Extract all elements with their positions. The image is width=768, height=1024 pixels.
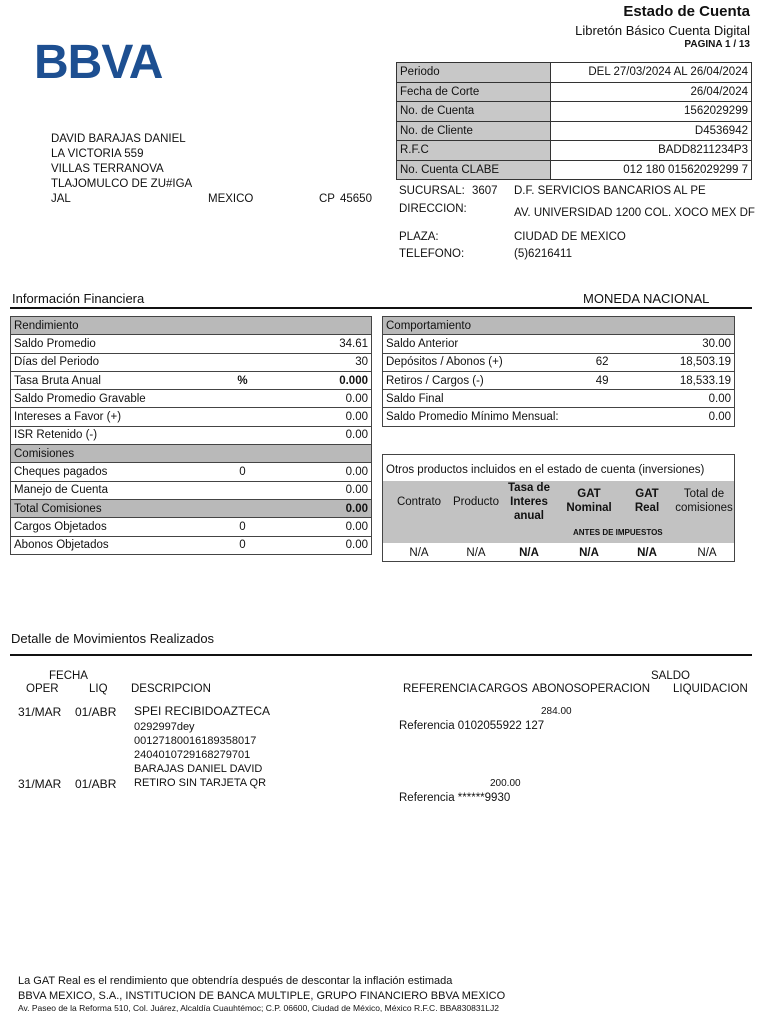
info-row: R.F.C BADD8211234P3: [397, 141, 752, 161]
movements-title: Detalle de Movimientos Realizados: [11, 631, 215, 646]
info-row: No. Cuenta CLABE 012 180 01562029299 7: [397, 160, 752, 180]
col-liquidacion: LIQUIDACION: [673, 683, 748, 695]
table-row: Cheques pagados 0 0.00: [11, 463, 372, 481]
table-row: Depósitos / Abonos (+) 62 18,503.19: [383, 353, 735, 371]
otros-productos-values: N/A N/A N/A N/A N/A N/A: [409, 547, 717, 559]
mov-detail-line: BARAJAS DANIEL DAVID: [134, 763, 263, 775]
section-divider: [10, 307, 752, 309]
section-divider: [10, 654, 752, 656]
mov-description: SPEI RECIBIDOAZTECA: [134, 704, 271, 718]
customer-name: DAVID BARAJAS DANIEL: [51, 133, 186, 145]
customer-state: JAL: [51, 193, 71, 205]
col-operacion: OPERACION: [581, 683, 651, 695]
info-row: Fecha de Corte 26/04/2024: [397, 82, 752, 102]
footer-bank-name: BBVA MEXICO, S.A., INSTITUCION DE BANCA MULTIPLE, GRUPO FINANCIERO BBVA MEXICO: [18, 990, 506, 1002]
comportamiento-header: Comportamiento: [383, 317, 735, 335]
table-row: ISR Retenido (-) 0.00: [11, 426, 372, 444]
customer-address-line3: TLAJOMULCO DE ZU#IGA: [51, 178, 193, 190]
sucursal-label: SUCURSAL:: [399, 185, 465, 197]
col-saldo: SALDO: [651, 670, 690, 682]
telefono-label: TELEFONO:: [399, 248, 465, 260]
mov-detail-line: 00127180016189358017: [134, 735, 257, 747]
col-cargos: CARGOS: [478, 683, 528, 695]
bbva-logo: [34, 36, 174, 82]
table-row: Manejo de Cuenta 0.00: [11, 481, 372, 499]
mov-oper-date: 31/MAR: [18, 705, 62, 719]
mov-amount: 284.00: [541, 706, 572, 717]
customer-country: MEXICO: [208, 193, 254, 205]
comisiones-header: Comisiones: [11, 445, 372, 463]
footer-gat-note: La GAT Real es el rendimiento que obtendría después de descontar la inflación estimada: [18, 975, 453, 987]
currency-label: MONEDA NACIONAL: [583, 291, 710, 306]
customer-address-line1: LA VICTORIA 559: [51, 148, 144, 160]
table-row: Retiros / Cargos (-) 49 18,533.19: [383, 371, 735, 389]
mov-amount: 200.00: [490, 778, 521, 789]
mov-oper-date: 31/MAR: [18, 777, 62, 791]
antes-de-impuestos-note: ANTES DE IMPUESTOS: [573, 528, 663, 537]
telefono-value: (5)6216411: [514, 248, 572, 260]
otros-productos-header: Contrato Producto Tasa de Interes anual GAT Nominal GAT Real Total de comisiones ANTES DE IMPUESTOS: [383, 481, 734, 543]
col-descripcion: DESCRIPCION: [131, 683, 211, 695]
rendimiento-header: Rendimiento: [11, 317, 372, 335]
info-row: No. de Cuenta 1562029299: [397, 102, 752, 122]
table-row: Días del Periodo 30: [11, 353, 372, 371]
sucursal-number: 3607: [472, 185, 498, 197]
table-row: Saldo Promedio Mínimo Mensual: 0.00: [383, 408, 735, 426]
col-referencia: REFERENCIA: [403, 683, 478, 695]
statement-subtitle: Libretón Básico Cuenta Digital: [575, 23, 750, 38]
customer-address-line2: VILLAS TERRANOVA: [51, 163, 164, 175]
table-row: Saldo Promedio Gravable 0.00: [11, 390, 372, 408]
mov-description: RETIRO SIN TARJETA QR: [134, 777, 267, 789]
col-fecha: FECHA: [49, 670, 88, 682]
otros-productos-table: [382, 454, 735, 562]
info-row: Periodo DEL 27/03/2024 AL 26/04/2024: [397, 63, 752, 83]
page-number: PAGINA 1 / 13: [684, 39, 750, 50]
table-row: Cargos Objetados 0 0.00: [11, 518, 372, 536]
otros-productos-title: Otros productos incluidos en el estado de cuenta (inversiones): [386, 464, 705, 476]
table-row: Total Comisiones 0.00: [11, 499, 372, 517]
table-row: Saldo Anterior 30.00: [383, 335, 735, 353]
statement-title: Estado de Cuenta: [623, 3, 750, 20]
direccion-value: AV. UNIVERSIDAD 1200 COL. XOCO MEX DF: [514, 207, 755, 219]
customer-cp: 45650: [340, 193, 372, 205]
svg-text:BBVA: BBVA: [34, 36, 163, 82]
mov-detail-line: 0292997dey: [134, 721, 195, 733]
mov-liq-date: 01/ABR: [75, 777, 117, 791]
plaza-label: PLAZA:: [399, 231, 439, 243]
rendimiento-table: [10, 316, 372, 555]
mov-reference: Referencia ******9930: [399, 792, 511, 804]
col-abonos: ABONOS: [532, 683, 582, 695]
table-row: Abonos Objetados 0 0.00: [11, 536, 372, 554]
customer-cp-label: CP: [319, 193, 335, 205]
mov-detail-line: 2404010729168279701: [134, 749, 251, 761]
account-info-table: [396, 62, 752, 180]
mov-reference: Referencia 0102055922 127: [399, 720, 545, 732]
table-row: Tasa Bruta Anual % 0.000: [11, 371, 372, 389]
financial-section-title: Información Financiera: [12, 291, 145, 306]
col-liq: LIQ: [89, 683, 108, 695]
table-row: Saldo Promedio 34.61: [11, 335, 372, 353]
direccion-label: DIRECCION:: [399, 203, 467, 215]
col-oper: OPER: [26, 683, 59, 695]
mov-liq-date: 01/ABR: [75, 705, 117, 719]
sucursal-name: D.F. SERVICIOS BANCARIOS AL PE: [514, 185, 706, 197]
plaza-value: CIUDAD DE MEXICO: [514, 231, 626, 243]
comportamiento-table: [382, 316, 735, 427]
info-row: No. de Cliente D4536942: [397, 121, 752, 141]
table-row: Saldo Final 0.00: [383, 390, 735, 408]
footer-address: Av. Paseo de la Reforma 510, Col. Juárez, Alcaldía Cuauhtémoc; C.P. 06600, Ciudad de México, México R.F.C. BBA830831LJ2: [18, 1003, 499, 1013]
table-row: Intereses a Favor (+) 0.00: [11, 408, 372, 426]
